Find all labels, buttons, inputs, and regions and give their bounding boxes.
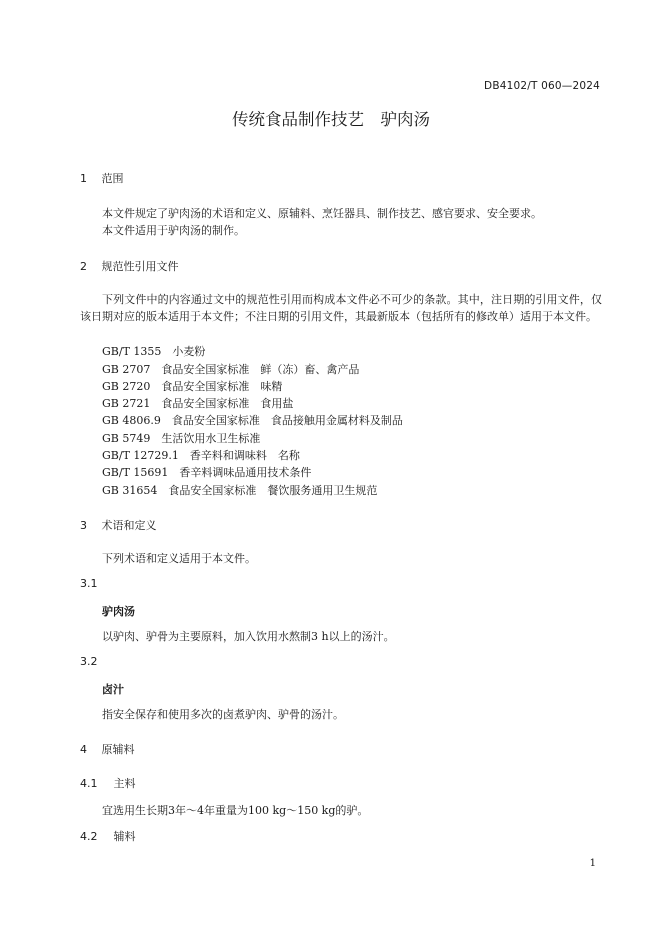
section-3-heading <box>80 517 157 533</box>
reference-item: GB 2721 食品安全国家标准 食用盐 <box>102 397 294 410</box>
paragraph: 下列术语和定义适用于本文件。 <box>102 552 256 565</box>
term-name: 驴肉汤 <box>102 605 135 618</box>
section-1-heading <box>80 170 124 186</box>
document-id: DB4102/T 060—2024 <box>484 80 600 92</box>
reference-item: GB 2720 食品安全国家标准 味精 <box>102 380 283 393</box>
subsection-number: 4.1 <box>80 777 98 790</box>
subsection-4-2-heading <box>80 828 136 844</box>
reference-item: GB 2707 食品安全国家标准 鲜（冻）畜、禽产品 <box>102 363 360 376</box>
reference-item: GB 5749 生活饮用水卫生标准 <box>102 432 261 445</box>
section-number: 2 <box>80 260 87 273</box>
subsection-number: 4.2 <box>80 830 98 843</box>
term-name: 卤汁 <box>102 683 124 696</box>
section-2-heading <box>80 258 179 274</box>
reference-item: GB 31654 食品安全国家标准 餐饮服务通用卫生规范 <box>102 484 378 497</box>
subsection-title: 辅料 <box>113 830 136 843</box>
section-number: 1 <box>80 172 87 185</box>
section-number: 4 <box>80 743 87 756</box>
term-definition: 以驴肉、驴骨为主要原料，加入饮用水熬制3 h以上的汤汁。 <box>102 630 395 643</box>
paragraph: 下列文件中的内容通过文中的规范性引用而构成本文件必不可少的条款。其中，注日期的引用文件，仅该日期对应的版本适用于本文件；不注日期的引用文件，其最新版本（包括所有的修改单）适用于本文件。 <box>80 293 602 323</box>
page-number: 1 <box>589 858 596 869</box>
reference-item: GB/T 1355 小麦粉 <box>102 345 206 358</box>
term-number: 3.1 <box>80 577 98 590</box>
section-title: 术语和定义 <box>101 519 157 532</box>
section-title: 范围 <box>101 172 124 185</box>
paragraph: 本文件适用于驴肉汤的制作。 <box>102 224 245 237</box>
section-4-heading <box>80 741 135 757</box>
term-definition: 指安全保存和使用多次的卤煮驴肉、驴骨的汤汁。 <box>102 708 344 721</box>
section-number: 3 <box>80 519 87 532</box>
document-title: 传统食品制作技艺 驴肉汤 <box>232 110 430 129</box>
term-number: 3.2 <box>80 655 98 668</box>
section-title: 规范性引用文件 <box>101 260 179 273</box>
paragraph: 宜选用生长期3年～4年重量为100 kg～150 kg的驴。 <box>102 804 369 817</box>
section-title: 原辅料 <box>101 743 135 756</box>
paragraph: 本文件规定了驴肉汤的术语和定义、原辅料、烹饪器具、制作技艺、感官要求、安全要求。 <box>102 207 542 220</box>
reference-item: GB/T 12729.1 香辛料和调味料 名称 <box>102 449 300 462</box>
reference-item: GB 4806.9 食品安全国家标准 食品接触用金属材料及制品 <box>102 414 403 427</box>
subsection-title: 主料 <box>113 777 136 790</box>
reference-item: GB/T 15691 香辛料调味品通用技术条件 <box>102 466 312 479</box>
subsection-4-1-heading <box>80 775 136 791</box>
